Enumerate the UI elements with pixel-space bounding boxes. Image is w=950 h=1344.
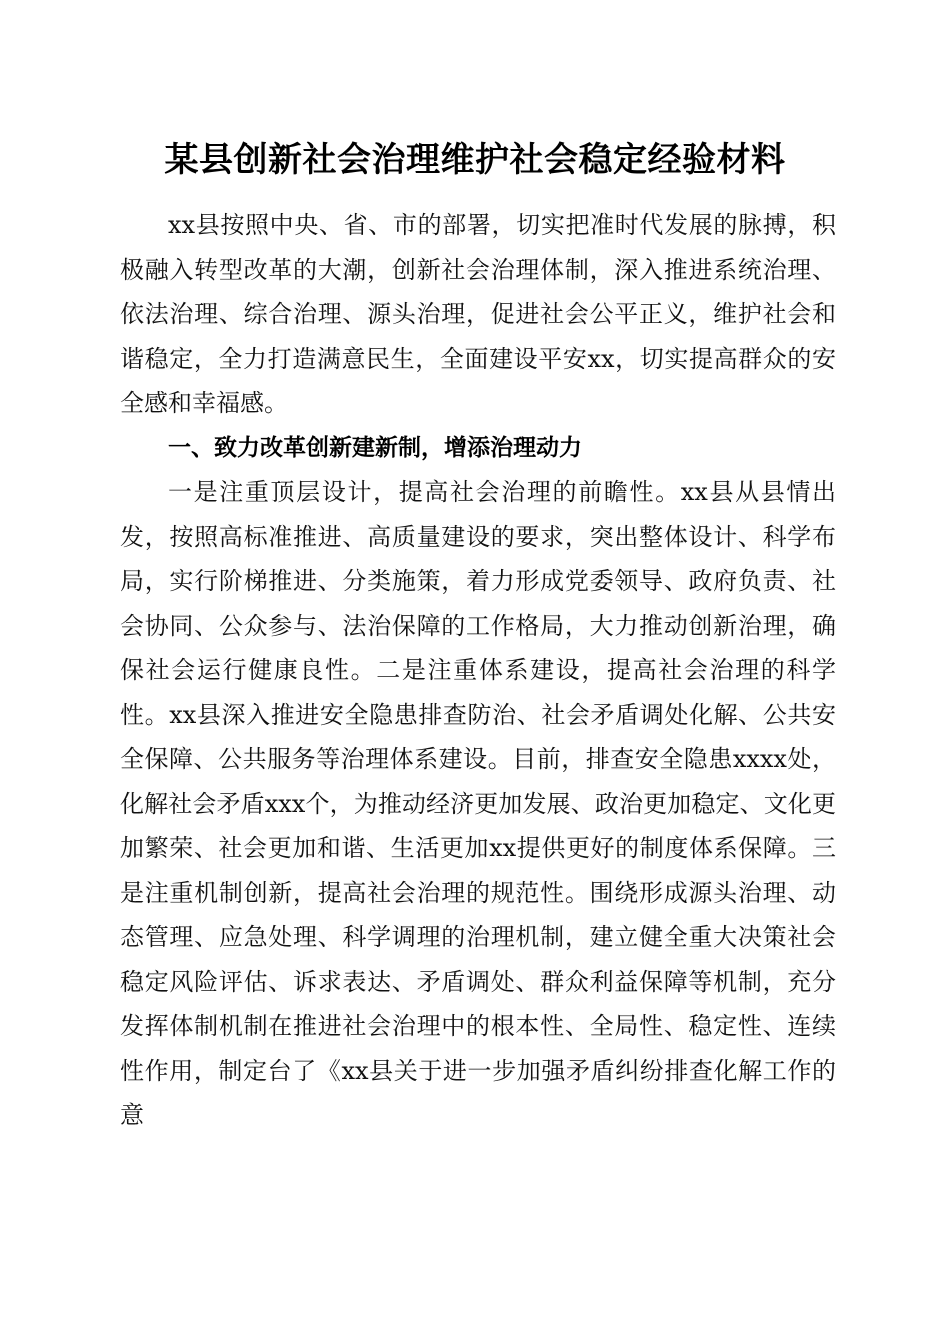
document-body <box>120 203 836 1138</box>
section-heading: 一、致力改革创新建新制，增添治理动力 <box>168 434 582 461</box>
intro-paragraph: xx县按照中央、省、市的部署，切实把准时代发展的脉搏，积极融入转型改革的大潮，创新社会治理体制，深入推进系统治理、依法治理、综合治理、源头治理，促进社会公平正义，维护社会和谐稳定，全力打造满意民生，全面建设平安xx，切实提高群众的安全感和幸福感。 <box>120 211 836 417</box>
section-paragraph: 一是注重顶层设计，提高社会治理的前瞻性。xx县从县情出发，按照高标准推进、高质量建设的要求，突出整体设计、科学布局，实行阶梯推进、分类施策，着力形成党委领导、政府负责、社会协同、公众参与、法治保障的工作格局，大力推动创新治理，确保社会运行健康良性。二是注重体系建设，提高社会治理的科学性。xx县深入推进安全隐患排查防治、社会矛盾调处化解、公共安全保障、公共服务等治理体系建设。目前，排查安全隐患xxxx处，化解社会矛盾xxx个，为推动经济更加发展、政治更加稳定、文化更加繁荣、社会更加和谐、生活更加xx提供更好的制度体系保障。三是注重机制创新，提高社会治理的规范性。围绕形成源头治理、动态管理、应急处理、科学调理的治理机制，建立健全重大决策社会稳定风险评估、诉求表达、矛盾调处、群众利益保障等机制，充分发挥体制机制在推进社会治理中的根本性、全局性、稳定性、连续性作用，制定台了《xx县关于进一步加强矛盾纠纷排查化解工作的意 <box>120 478 836 1129</box>
document-title: 某县创新社会治理维护社会稳定经验材料 <box>164 140 786 180</box>
